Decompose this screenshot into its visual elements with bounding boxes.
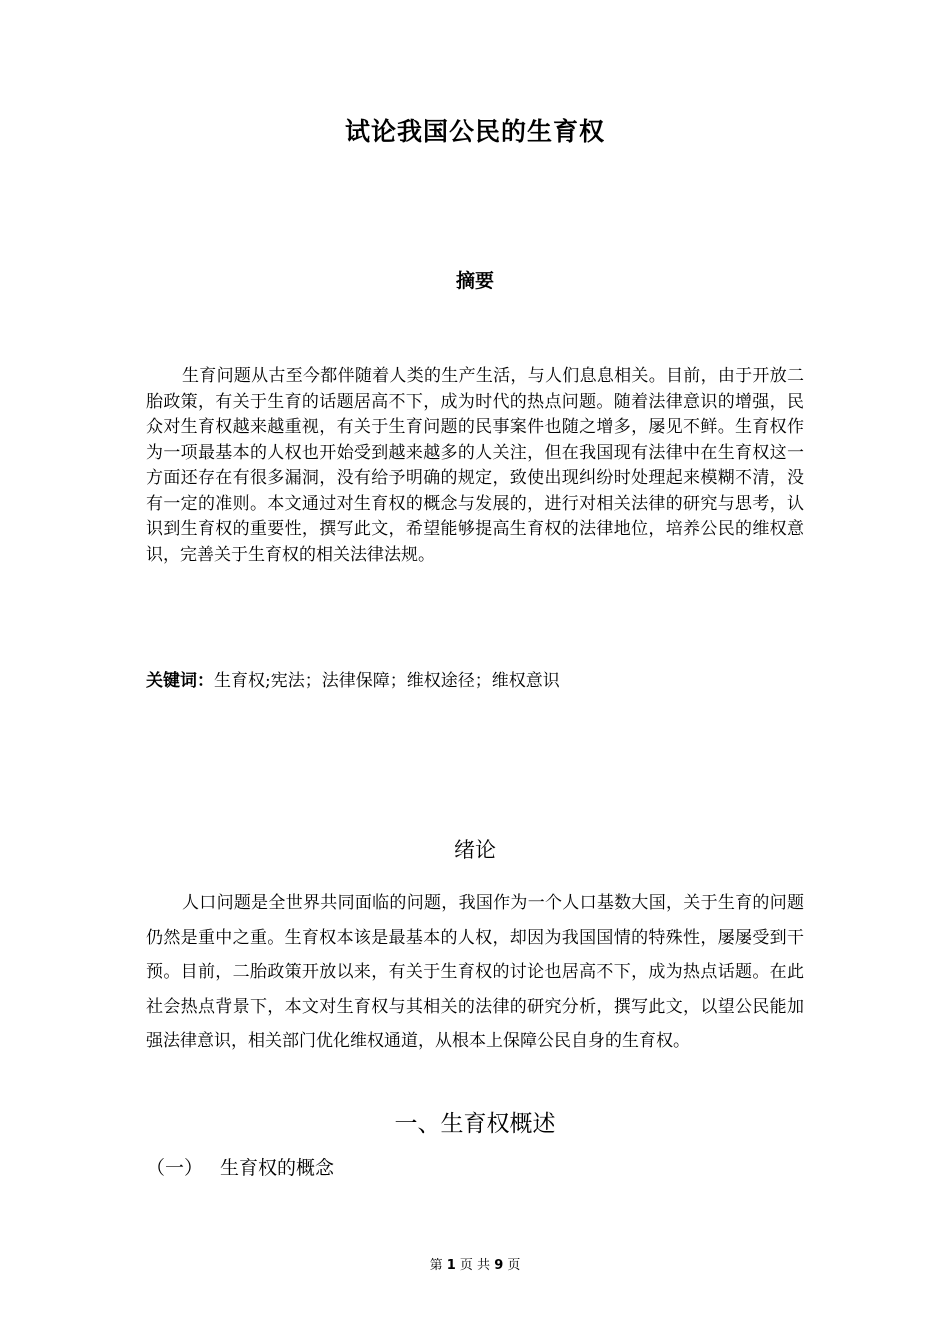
section-heading: 一、生育权概述 bbox=[394, 1111, 556, 1137]
footer-page-number: 1 bbox=[446, 1258, 456, 1273]
subsection-title: 生育权的概念 bbox=[220, 1157, 335, 1179]
intro-heading: 绪论 bbox=[454, 838, 496, 862]
keywords-line bbox=[146, 669, 806, 694]
footer-total-pages: 9 bbox=[494, 1258, 504, 1273]
keywords-text: 生育权;宪法；法律保障；维权途径；维权意识 bbox=[214, 671, 560, 691]
page-footer bbox=[0, 1254, 950, 1273]
abstract-paragraph: 生育问题从古至今都伴随着人类的生产生活，与人们息息相关。目前，由于开放二胎政策，有关于生育的话题居高不下，成为时代的热点问题。随着法律意识的增强，民众对生育权越来越重视，有关于生育问题的民事案件也随之增多，屡见不鲜。生育权作为一项最基本的人权也开始受到越来越多的人关注，但在我国现有法律中在生育权这一方面还存在有很多漏洞，没有给予明确的规定，致使出现纠纷时处理起来模糊不清，没有一定的准则。本文通过对生育权的概念与发展的，进行对相关法律的研究与思考，认识到生育权的重要性，撰写此文，希望能够提高生育权的法律地位，培养公民的维权意识，完善关于生育权的相关法律法规。 bbox=[146, 366, 804, 565]
intro-paragraph: 人口问题是全世界共同面临的问题，我国作为一个人口基数大国，关于生育的问题仍然是重中之重。生育权本该是最基本的人权，却因为我国国情的特殊性，屡屡受到干预。目前，二胎政策开放以来，有关于生育权的讨论也居高不下，成为热点话题。在此社会热点背景下，本文对生育权与其相关的法律的研究分析，撰写此文，以望公民能加强法律意识，相关部门优化维权通道，从根本上保障公民自身的生育权。 bbox=[146, 893, 804, 1051]
footer-prefix: 第 bbox=[429, 1258, 443, 1273]
subsection-heading bbox=[146, 1153, 334, 1180]
subsection-number: （一） bbox=[146, 1157, 204, 1179]
document-title: 试论我国公民的生育权 bbox=[344, 117, 605, 146]
keywords-label: 关键词： bbox=[146, 671, 214, 691]
footer-middle: 页 共 bbox=[459, 1258, 491, 1273]
abstract-heading: 摘要 bbox=[455, 270, 494, 292]
footer-suffix: 页 bbox=[507, 1258, 521, 1273]
